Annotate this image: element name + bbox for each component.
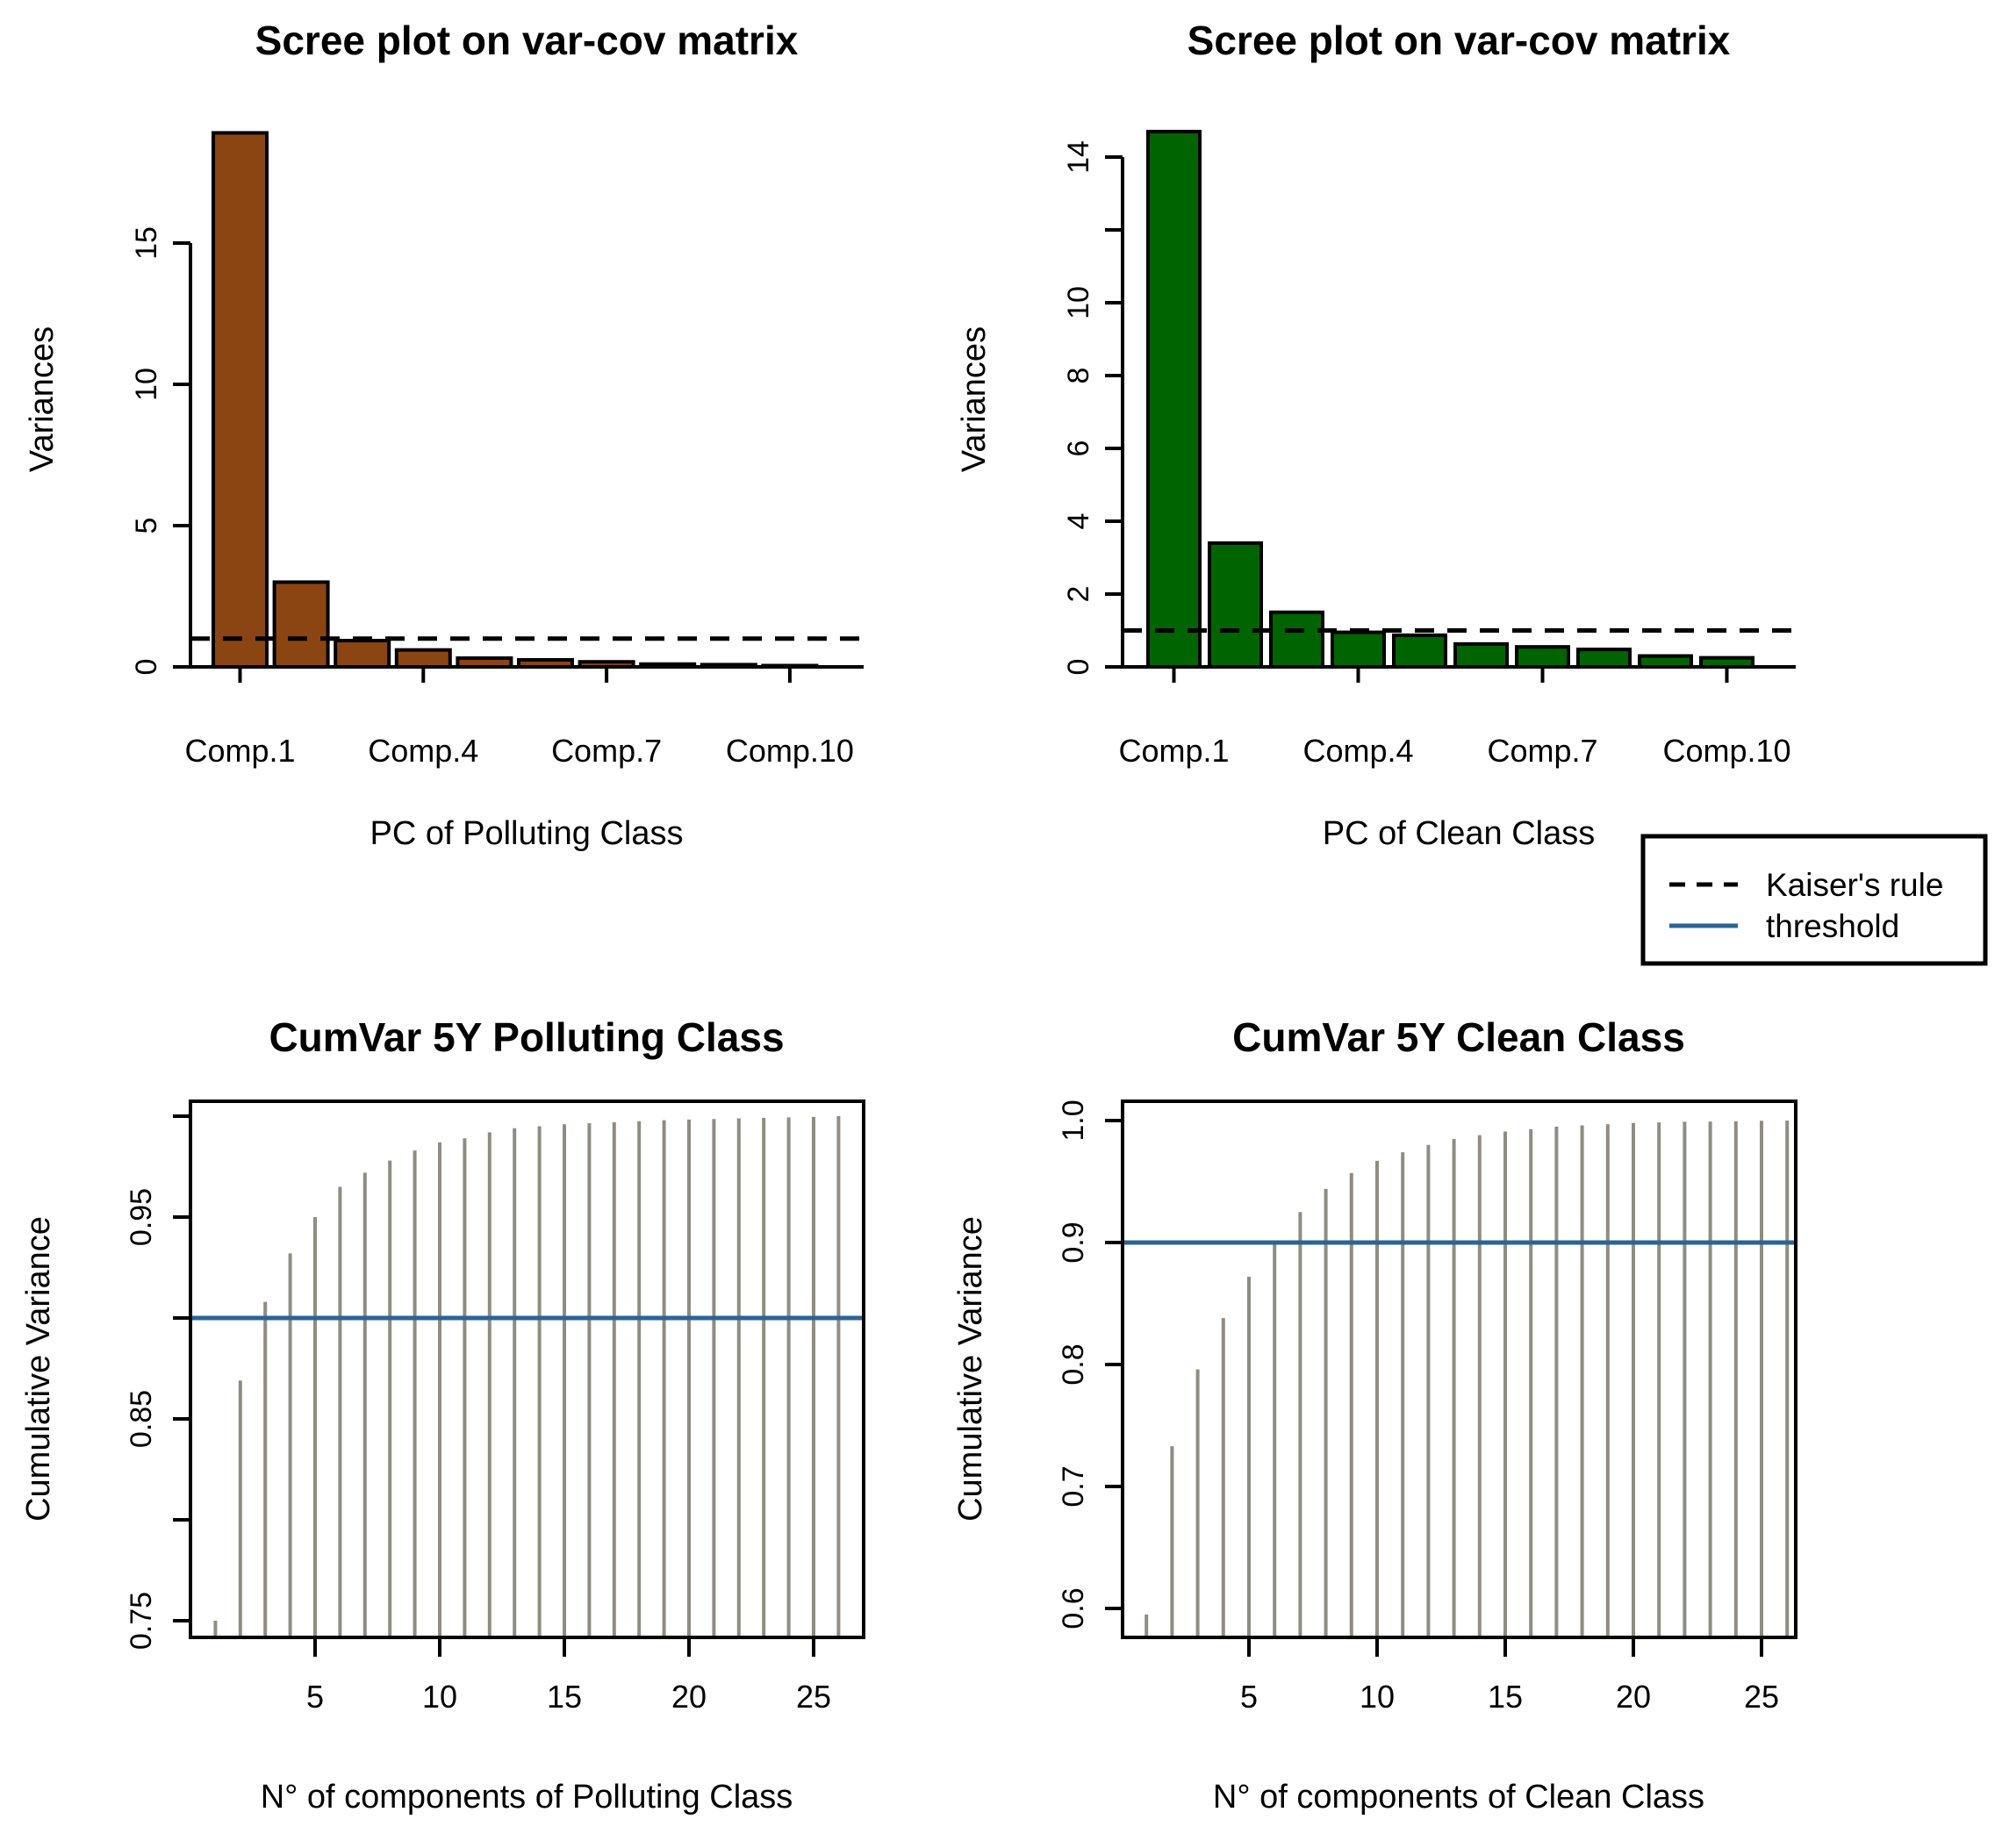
x-tick-label: 25	[795, 1679, 832, 1715]
bar-comp.7	[580, 662, 634, 667]
y-tick-label: 8	[1062, 367, 1095, 384]
x-tick-label: Comp.10	[725, 733, 854, 769]
y-tick-label: 0	[130, 658, 163, 676]
bar-comp.5	[457, 658, 511, 667]
x-tick-label: 25	[1743, 1679, 1780, 1715]
y-tick-label: 5	[130, 517, 163, 534]
y-tick-label: 0.85	[125, 1389, 158, 1449]
y-tick-label: 0.95	[125, 1187, 158, 1247]
y-axis-label: Cumulative Variance	[20, 1216, 57, 1522]
bar-comp.10	[1701, 658, 1753, 667]
y-tick-label: 14	[1062, 140, 1095, 174]
panel-scree-clean	[956, 18, 1796, 852]
panel-cumvar-polluting	[20, 1014, 864, 1816]
bar-comp.5	[1394, 635, 1446, 667]
bar-comp.9	[702, 664, 756, 667]
chart-title: CumVar 5Y Polluting Class	[269, 1014, 785, 1060]
panel-cumvar-clean	[952, 1014, 1796, 1816]
bar-comp.1	[213, 133, 267, 667]
x-tick-label: 10	[1359, 1679, 1396, 1715]
x-tick-label: 5	[305, 1679, 325, 1715]
y-tick-label: 4	[1062, 512, 1095, 530]
x-tick-label: Comp.1	[1118, 733, 1230, 769]
plot-area	[125, 1101, 864, 1715]
legend	[1643, 836, 1985, 963]
x-tick-label: 15	[1487, 1679, 1524, 1715]
bar-comp.4	[1332, 633, 1384, 667]
y-tick-label: 0	[1062, 658, 1095, 676]
bar-comp.8	[1578, 649, 1630, 667]
x-axis-label: N° of components of Polluting Class	[260, 1779, 793, 1816]
x-tick-label: Comp.7	[1487, 733, 1598, 769]
x-tick-label: Comp.7	[551, 733, 663, 769]
y-tick-label: 10	[130, 368, 163, 401]
x-axis-label: PC of Polluting Class	[370, 815, 684, 852]
bar-comp.1	[1148, 132, 1200, 667]
x-tick-label: Comp.4	[368, 733, 479, 769]
x-tick-label: Comp.4	[1302, 733, 1414, 769]
y-axis-label: Cumulative Variance	[952, 1216, 989, 1522]
chart-title: CumVar 5Y Clean Class	[1232, 1014, 1685, 1060]
y-tick-label: 0.7	[1057, 1465, 1090, 1508]
y-tick-label: 0.75	[125, 1591, 158, 1651]
panel-scree-polluting	[24, 18, 864, 852]
x-tick-label: Comp.1	[184, 733, 296, 769]
x-tick-label: 20	[671, 1679, 707, 1715]
bar-comp.4	[397, 650, 450, 667]
y-tick-label: 0.8	[1057, 1343, 1090, 1386]
y-axis-label: Variances	[956, 326, 993, 473]
chart-title: Scree plot on var-cov matrix	[255, 18, 799, 63]
x-tick-label: Comp.10	[1662, 733, 1791, 769]
plot-area	[1057, 1099, 1796, 1715]
y-axis-label: Variances	[24, 326, 61, 473]
bar-comp.6	[1455, 644, 1507, 667]
x-tick-label: 20	[1615, 1679, 1652, 1715]
y-tick-label: 0.9	[1057, 1221, 1090, 1264]
bar-comp.6	[519, 660, 572, 667]
bar-comp.9	[1640, 656, 1691, 667]
chart-title: Scree plot on var-cov matrix	[1187, 18, 1731, 63]
y-tick-label: 10	[1062, 286, 1095, 319]
x-tick-label: 15	[546, 1679, 583, 1715]
legend-label-kaiser: Kaiser's rule	[1766, 867, 1944, 903]
x-tick-label: 5	[1239, 1679, 1259, 1715]
bar-comp.2	[275, 582, 328, 667]
x-tick-label: 10	[421, 1679, 458, 1715]
y-tick-label: 6	[1062, 440, 1095, 457]
x-axis-label: N° of components of Clean Class	[1212, 1779, 1705, 1816]
legend-label-threshold: threshold	[1766, 908, 1900, 944]
x-axis-label: PC of Clean Class	[1322, 815, 1596, 852]
plot-area	[130, 133, 864, 769]
bar-comp.10	[763, 666, 816, 668]
y-tick-label: 0.6	[1057, 1587, 1090, 1630]
bar-comp.8	[641, 664, 694, 667]
y-tick-label: 1.0	[1057, 1099, 1090, 1142]
plot-area	[1062, 132, 1796, 769]
bar-comp.2	[1209, 543, 1261, 667]
bar-comp.7	[1517, 647, 1568, 667]
bar-comp.3	[1271, 612, 1323, 667]
bar-comp.3	[335, 641, 389, 667]
y-tick-label: 15	[130, 226, 163, 260]
y-tick-label: 2	[1062, 585, 1095, 603]
